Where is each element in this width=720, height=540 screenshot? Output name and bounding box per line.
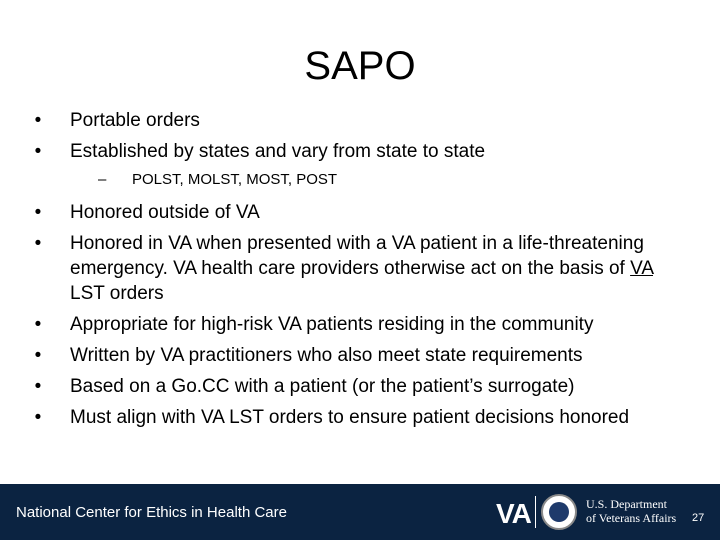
sub-bullet-item — [28, 170, 688, 190]
bullet-glyph: • — [34, 110, 42, 131]
dept-line-1: U.S. Department — [586, 497, 667, 511]
bullet-text: Appropriate for high-risk VA patients residing in the community — [70, 314, 594, 335]
bullet-text-part: LST orders — [70, 283, 164, 304]
bullet-item — [28, 108, 688, 133]
page-number: 27 — [692, 512, 705, 524]
bullet-glyph: • — [34, 407, 42, 428]
bullet-glyph: • — [34, 202, 42, 223]
seal-center — [549, 502, 569, 522]
bullet-text: Honored outside of VA — [70, 202, 260, 223]
footer-center-name: National Center for Ethics in Health Care — [16, 504, 287, 521]
bullet-item — [28, 231, 688, 306]
bullet-item — [28, 200, 688, 225]
logo-divider — [535, 496, 536, 528]
bullet-item — [28, 139, 688, 164]
footer-bar — [0, 484, 720, 540]
bullet-item — [28, 343, 688, 368]
bullet-text-part: Honored in VA when presented with a VA patient in a life-threatening emergency. VA health care providers otherwise act on the basis of — [70, 233, 644, 279]
bullet-text — [70, 233, 653, 304]
bullet-glyph: • — [34, 376, 42, 397]
bullet-text: Written by VA practitioners who also meet state requirements — [70, 345, 583, 366]
dept-line-2: of Veterans Affairs — [586, 511, 677, 525]
sub-bullet-text: POLST, MOLST, MOST, POST — [132, 171, 338, 188]
bullet-list — [28, 108, 688, 436]
bullet-text: Must align with VA LST orders to ensure patient decisions honored — [70, 407, 630, 428]
bullet-item — [28, 405, 688, 430]
dept-name — [586, 497, 676, 525]
bullet-text: Based on a Go.CC with a patient (or the patient’s surrogate) — [70, 376, 575, 397]
bullet-item — [28, 374, 688, 399]
bullet-item — [28, 312, 688, 337]
bullet-text: Established by states and vary from state to state — [70, 141, 486, 162]
va-seal-icon — [541, 494, 577, 530]
bullet-glyph: • — [34, 141, 42, 162]
dash-glyph: – — [98, 171, 107, 188]
va-logo: VA — [496, 498, 531, 529]
page-title: SAPO — [304, 44, 416, 88]
bullet-text: Portable orders — [70, 110, 200, 131]
bullet-glyph: • — [34, 233, 42, 254]
bullet-glyph: • — [34, 314, 42, 335]
bullet-glyph: • — [34, 345, 42, 366]
underlined-va: VA — [630, 258, 653, 279]
